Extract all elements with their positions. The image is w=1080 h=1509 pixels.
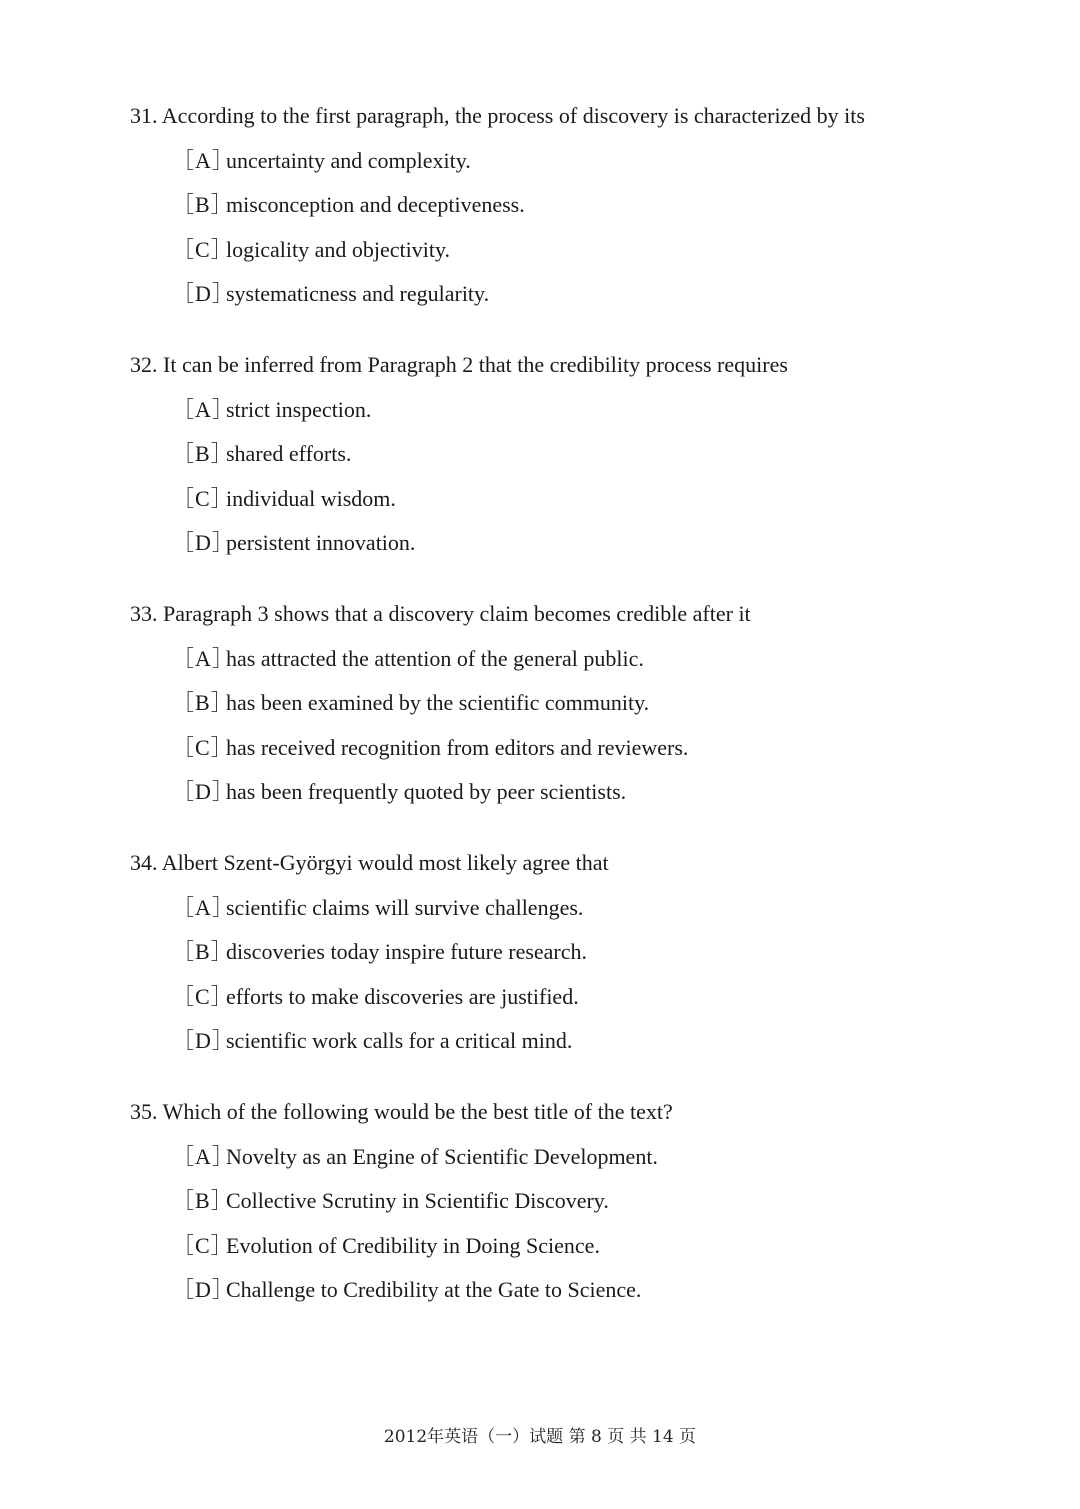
option-letter: ［D］ xyxy=(172,530,235,555)
option-text: strict inspection. xyxy=(226,397,372,422)
option-b xyxy=(172,439,351,469)
option-text: logicality and objectivity. xyxy=(226,237,451,262)
option-text: shared efforts. xyxy=(226,441,352,466)
option-letter: ［D］ xyxy=(172,1277,235,1302)
option-text: misconception and deceptiveness. xyxy=(226,192,525,217)
option-letter: ［B］ xyxy=(172,939,234,964)
option-d xyxy=(172,528,415,558)
option-text: scientific claims will survive challenges. xyxy=(226,895,584,920)
option-text: scientific work calls for a critical mind. xyxy=(226,1028,573,1053)
option-b xyxy=(172,937,587,967)
option-text: Challenge to Credibility at the Gate to Science. xyxy=(226,1277,642,1302)
option-c xyxy=(172,982,579,1012)
option-letter: ［A］ xyxy=(172,895,235,920)
option-letter: ［B］ xyxy=(172,192,234,217)
option-c xyxy=(172,733,688,763)
question-stem: 35. Which of the following would be the best title of the text? xyxy=(130,1099,673,1124)
option-c xyxy=(172,235,450,265)
option-text: Collective Scrutiny in Scientific Discovery. xyxy=(226,1188,609,1213)
option-d xyxy=(172,1275,641,1305)
option-letter: ［D］ xyxy=(172,779,235,804)
option-b xyxy=(172,1186,609,1216)
option-b xyxy=(172,190,525,220)
option-text: efforts to make discoveries are justified. xyxy=(226,984,579,1009)
option-text: persistent innovation. xyxy=(226,530,416,555)
page-footer: 2012年英语（一）试题 第 8 页 共 14 页 xyxy=(383,1427,697,1447)
option-a xyxy=(172,893,583,923)
option-d xyxy=(172,1026,572,1056)
option-letter: ［C］ xyxy=(172,237,234,262)
option-text: systematicness and regularity. xyxy=(226,281,490,306)
option-b xyxy=(172,688,649,718)
option-c xyxy=(172,1231,600,1261)
option-c xyxy=(172,484,396,514)
option-letter: ［A］ xyxy=(172,148,235,173)
option-text: individual wisdom. xyxy=(226,486,396,511)
option-text: has received recognition from editors and reviewers. xyxy=(226,735,689,760)
option-a xyxy=(172,395,371,425)
option-text: discoveries today inspire future research. xyxy=(226,939,588,964)
option-letter: ［A］ xyxy=(172,1144,235,1169)
option-letter: ［B］ xyxy=(172,690,234,715)
option-letter: ［D］ xyxy=(172,281,235,306)
question-stem: 32. It can be inferred from Paragraph 2 that the credibility process requires xyxy=(130,352,788,377)
option-letter: ［C］ xyxy=(172,735,234,760)
option-text: uncertainty and complexity. xyxy=(226,148,471,173)
option-text: has been frequently quoted by peer scientists. xyxy=(226,779,627,804)
option-a xyxy=(172,644,644,674)
option-a xyxy=(172,1142,658,1172)
option-d xyxy=(172,279,489,309)
option-text: Evolution of Credibility in Doing Science. xyxy=(226,1233,600,1258)
option-letter: ［C］ xyxy=(172,486,234,511)
option-letter: ［A］ xyxy=(172,397,235,422)
option-text: has attracted the attention of the general public. xyxy=(226,646,644,671)
question-stem: 33. Paragraph 3 shows that a discovery claim becomes credible after it xyxy=(130,601,751,626)
option-a xyxy=(172,146,471,176)
option-letter: ［A］ xyxy=(172,646,235,671)
option-d xyxy=(172,777,626,807)
option-letter: ［C］ xyxy=(172,1233,234,1258)
option-text: Novelty as an Engine of Scientific Development. xyxy=(226,1144,658,1169)
question-stem: 34. Albert Szent-Györgyi would most likely agree that xyxy=(130,850,609,875)
option-letter: ［D］ xyxy=(172,1028,235,1053)
option-letter: ［C］ xyxy=(172,984,234,1009)
question-stem: 31. According to the first paragraph, the process of discovery is characterized by its xyxy=(130,103,865,128)
option-letter: ［B］ xyxy=(172,1188,234,1213)
option-text: has been examined by the scientific community. xyxy=(226,690,650,715)
option-letter: ［B］ xyxy=(172,441,234,466)
